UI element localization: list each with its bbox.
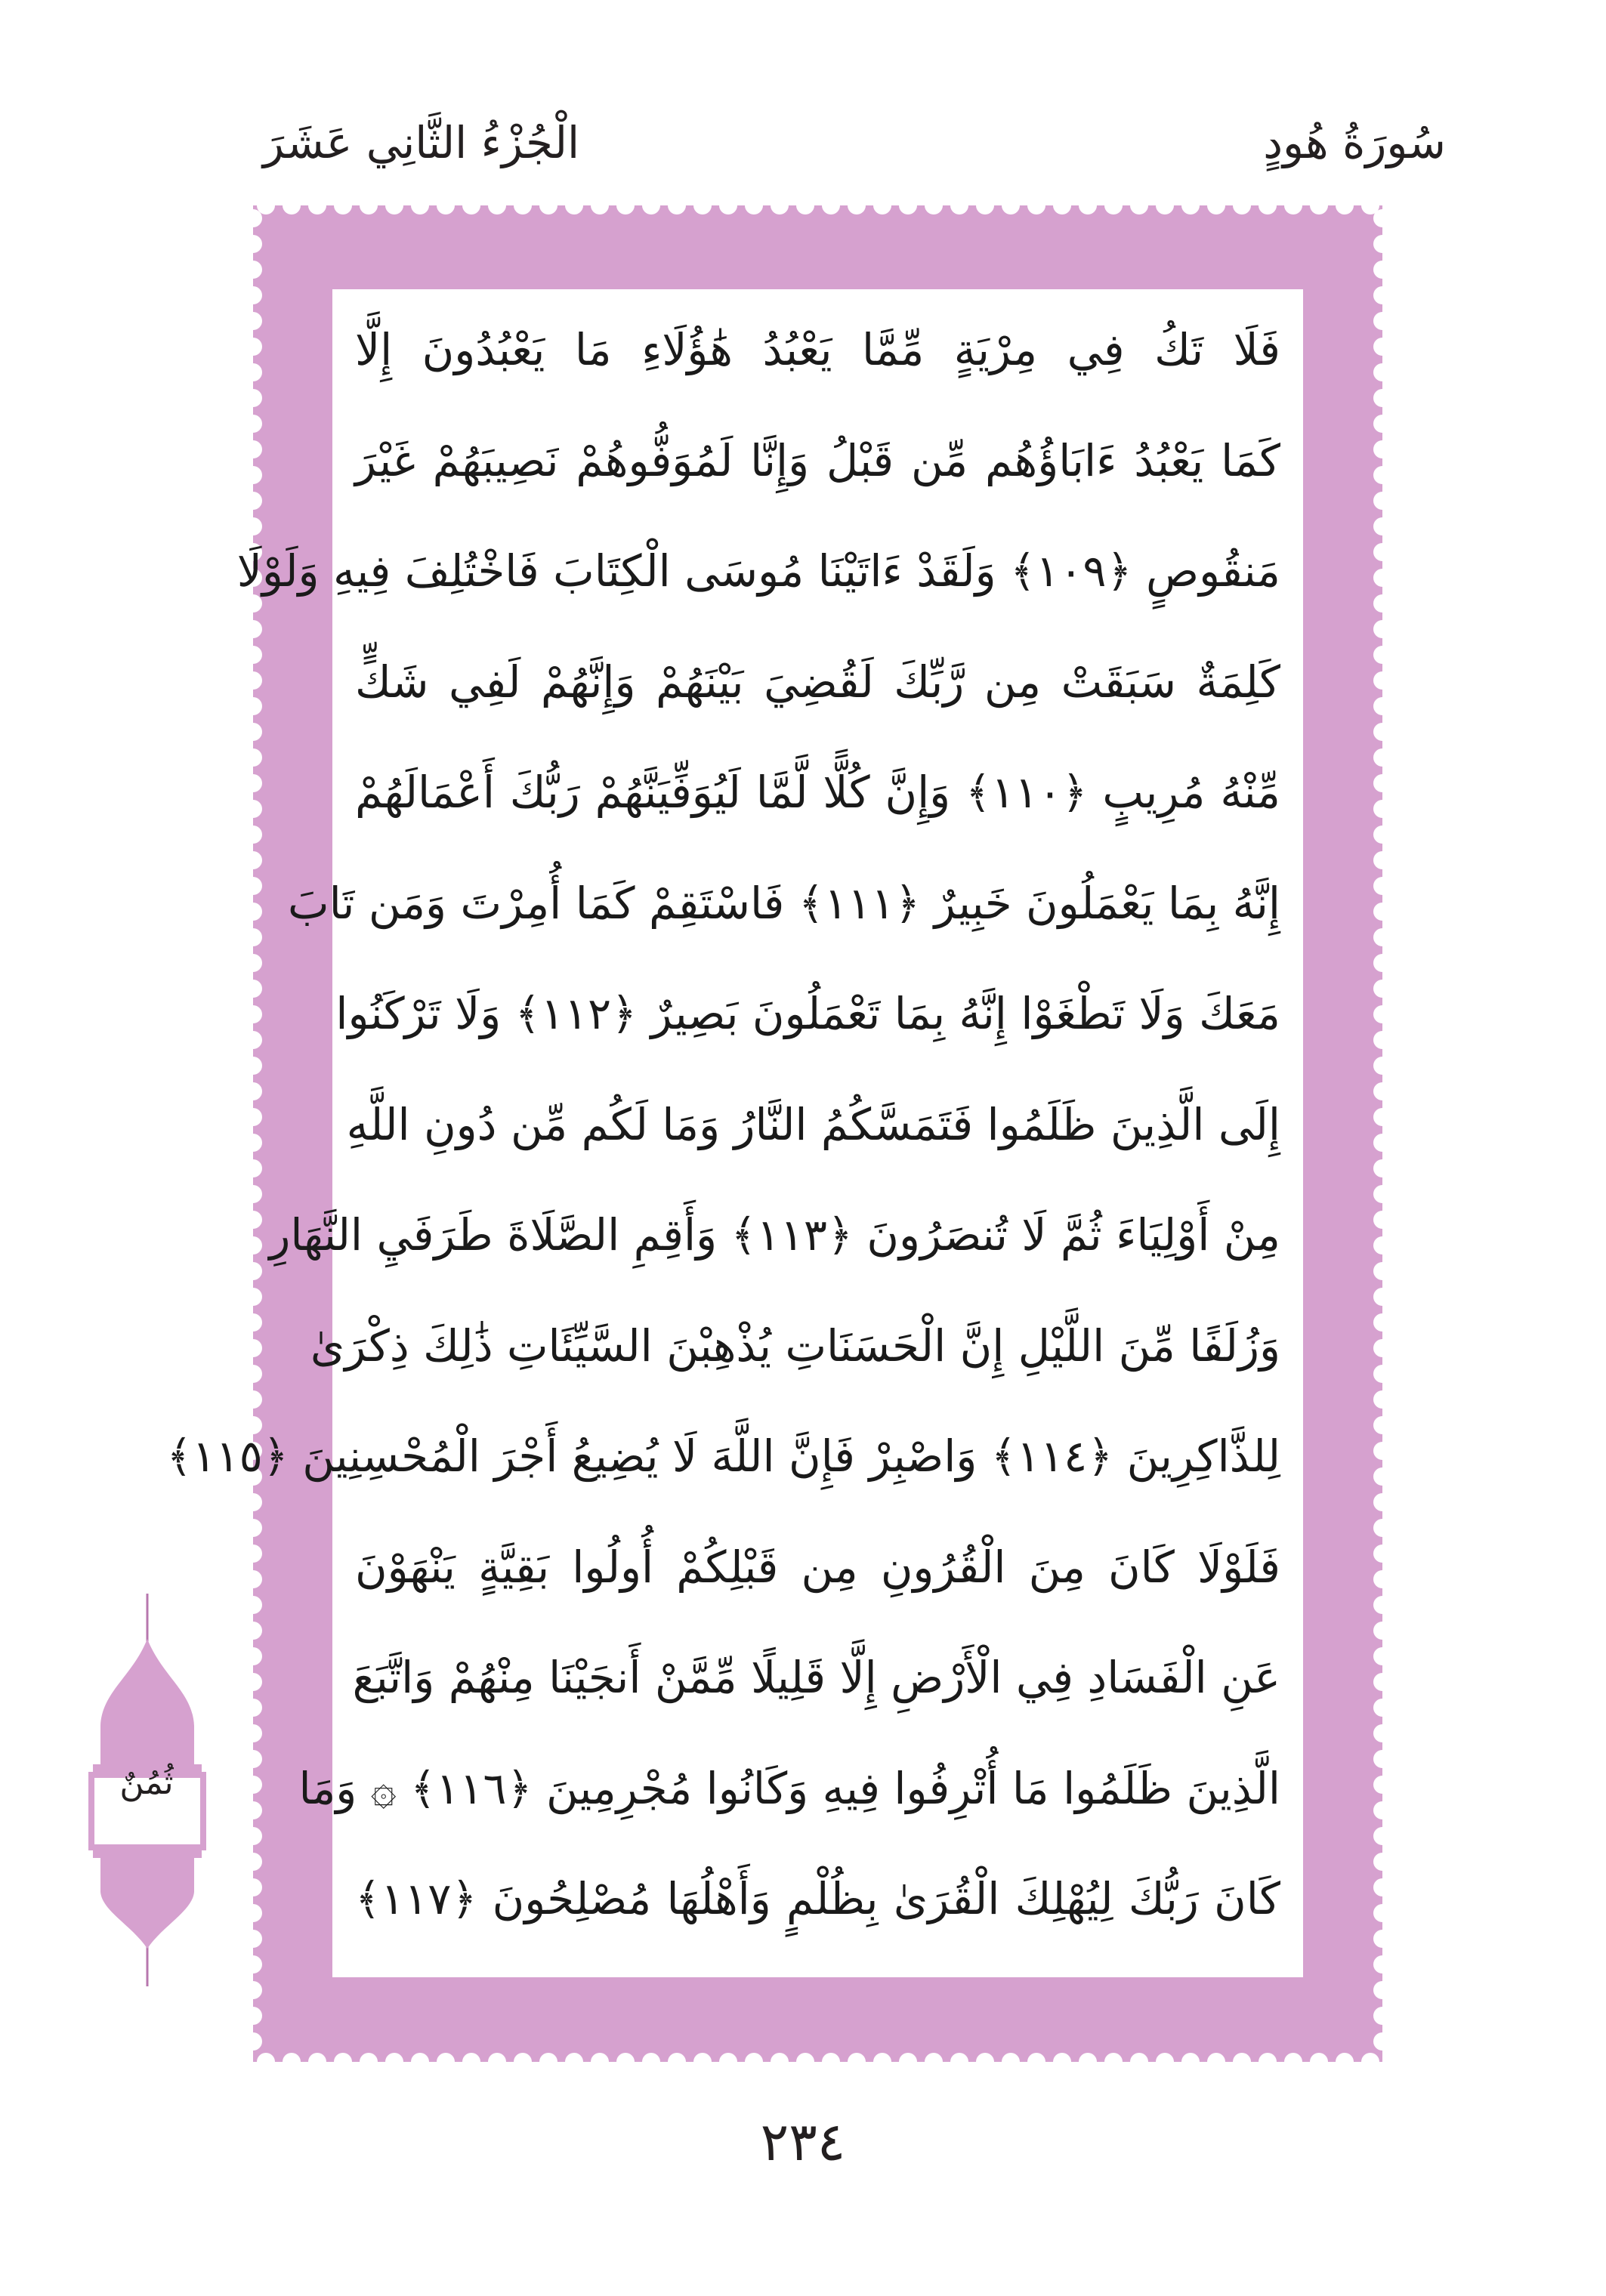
- ayah-line: فَلَا تَكُ فِي مِرْيَةٍ مِّمَّا يَعْبُدُ هَٰؤُلَاءِ مَا يَعْبُدُونَ إِلَّا: [355, 324, 1280, 375]
- ayah-line: وَزُلَفًا مِّنَ اللَّيْلِ إِنَّ الْحَسَنَاتِ يُذْهِبْنَ السَّيِّئَاتِ ذَٰلِكَ ذِكْرَىٰ: [310, 1319, 1280, 1372]
- ayah-line: إِنَّهُ بِمَا يَعْمَلُونَ خَبِيرٌ ﴿١١١﴾ فَاسْتَقِمْ كَمَا أُمِرْتَ وَمَن تَابَ: [287, 877, 1280, 929]
- ayah-line: مِنْ أَوْلِيَاءَ ثُمَّ لَا تُنصَرُونَ ﴿١١٣﴾ وَأَقِمِ الصَّلَاةَ طَرَفَيِ النَّهَارِ: [269, 1209, 1280, 1261]
- ayah-line: مَعَكَ وَلَا تَطْغَوْا إِنَّهُ بِمَا تَعْمَلُونَ بَصِيرٌ ﴿١١٢﴾ وَلَا تَرْكَنُوا: [335, 988, 1280, 1039]
- ayah-line: عَنِ الْفَسَادِ فِي الْأَرْضِ إِلَّا قَلِيلًا مِّمَّنْ أَنجَيْنَا مِنْهُمْ وَاتَّبَعَ: [352, 1652, 1280, 1703]
- thumun-label: ثُمُنٌ: [119, 1764, 174, 1802]
- ayah-line: إِلَى الَّذِينَ ظَلَمُوا فَتَمَسَّكُمُ النَّارُ وَمَا لَكُم مِّن دُونِ اللَّهِ: [346, 1098, 1280, 1150]
- text-panel: [166, 289, 1303, 1977]
- ayah-line: فَلَوْلَا كَانَ مِنَ الْقُرُونِ مِن قَبْلِكُمْ أُولُوا بَقِيَّةٍ يَنْهَوْنَ: [355, 1541, 1280, 1593]
- ayah-line: مَنقُوصٍ ﴿١٠٩﴾ وَلَقَدْ ءَاتَيْنَا مُوسَى الْكِتَابَ فَاخْتُلِفَ فِيهِ وَلَوْلَا: [236, 545, 1280, 597]
- ayah-line: كَلِمَةٌ سَبَقَتْ مِن رَّبِّكَ لَقُضِيَ بَيْنَهُمْ وَإِنَّهُمْ لَفِي شَكٍّ: [355, 656, 1280, 708]
- page-number: ٢٣٤: [760, 2111, 846, 2173]
- ayah-line: لِلذَّاكِرِينَ ﴿١١٤﴾ وَاصْبِرْ فَإِنَّ اللَّهَ لَا يُضِيعُ أَجْرَ الْمُحْسِنِينَ ﴿١١٥﴾: [166, 1430, 1280, 1482]
- ayah-line: مِّنْهُ مُرِيبٍ ﴿١١٠﴾ وَإِنَّ كُلًّا لَّمَّا لَيُوَفِّيَنَّهُمْ رَبُّكَ أَعْمَالَهُمْ: [355, 767, 1280, 818]
- ayah-line: كَمَا يَعْبُدُ ءَابَاؤُهُم مِّن قَبْلُ وَإِنَّا لَمُوَفُّوهُمْ نَصِيبَهُمْ غَيْرَ: [355, 434, 1280, 486]
- ayah-line: كَانَ رَبُّكَ لِيُهْلِكَ الْقُرَىٰ بِظُلْمٍ وَأَهْلُهَا مُصْلِحُونَ ﴿١١٧﴾: [355, 1873, 1280, 1924]
- surah-title: سُورَةُ هُودٍ: [1263, 117, 1446, 168]
- juz-title: الْجُزْءُ الثَّانِي عَشَرَ: [263, 117, 580, 168]
- ayah-line: الَّذِينَ ظَلَمُوا مَا أُتْرِفُوا فِيهِ وَكَانُوا مُجْرِمِينَ ﴿١١٦﴾ ۞ وَمَا: [298, 1762, 1280, 1814]
